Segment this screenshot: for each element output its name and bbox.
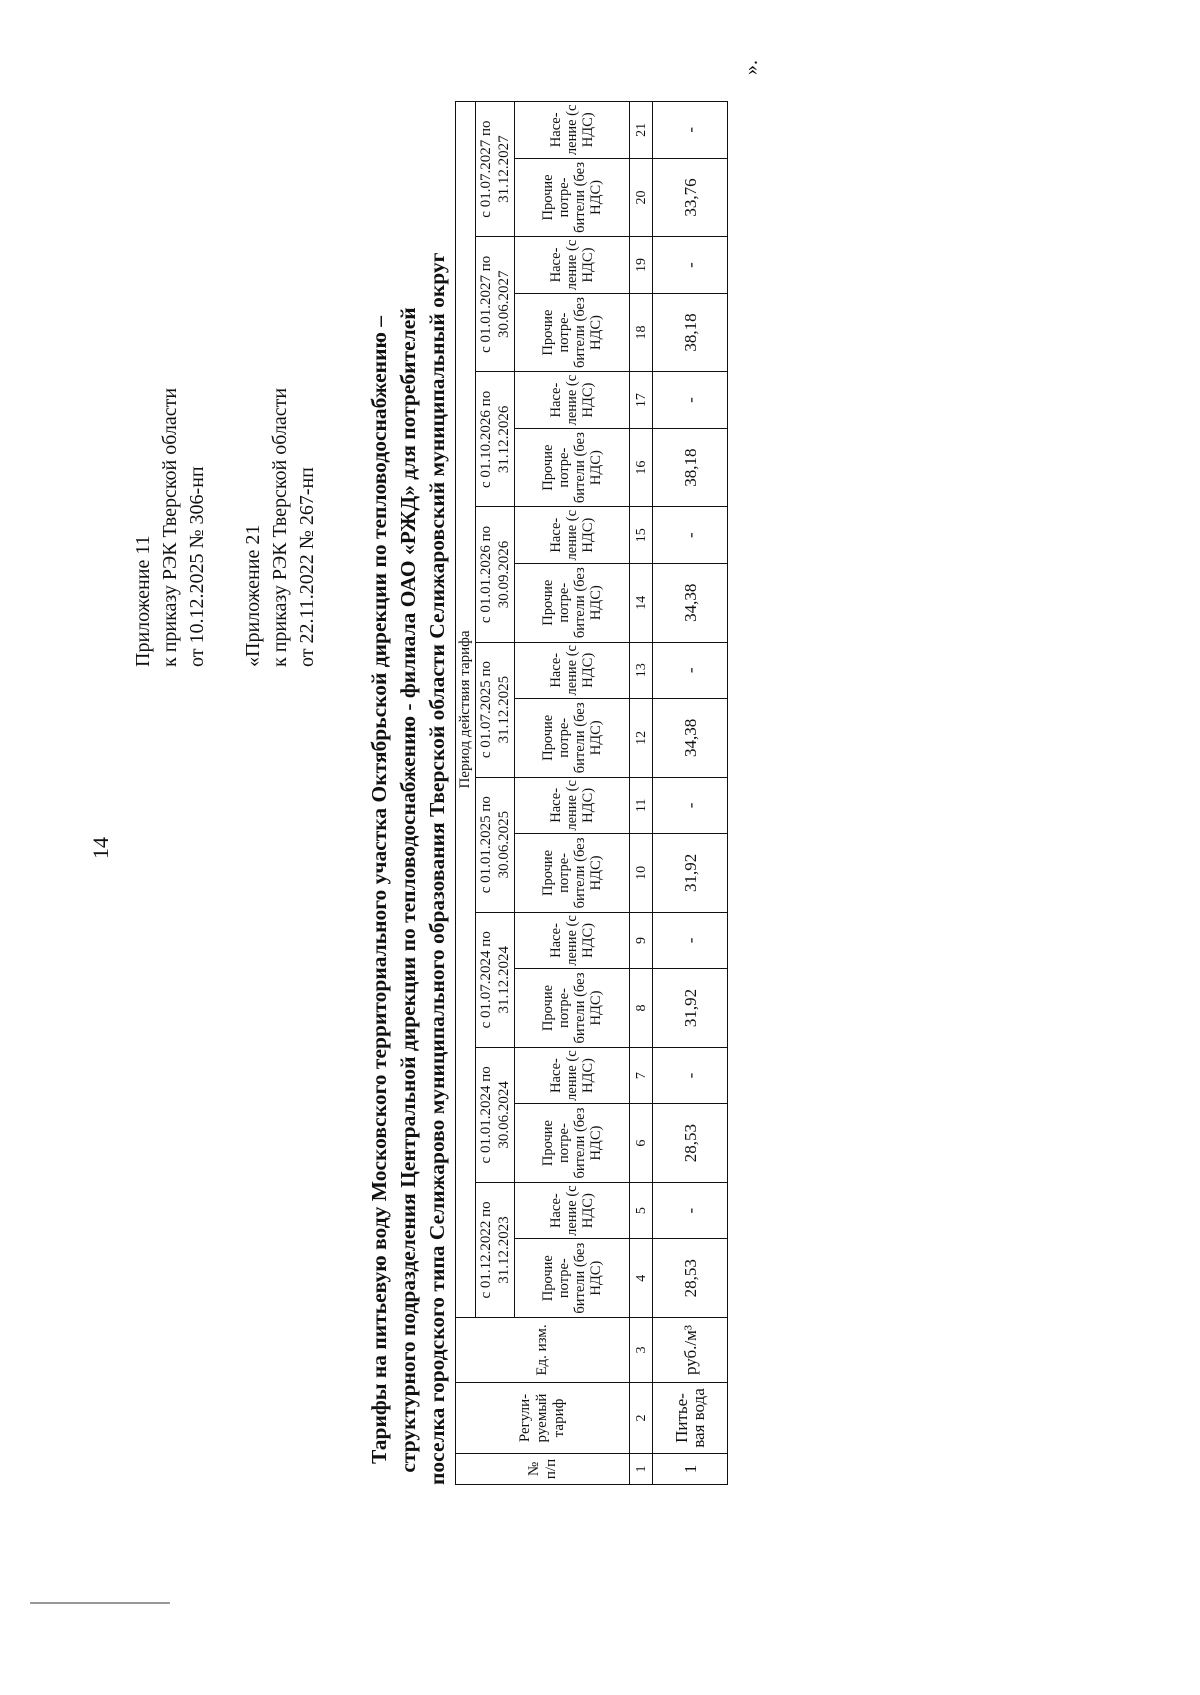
tariff-value-cell: - — [653, 507, 728, 563]
column-number-row — [630, 102, 653, 1485]
column-number-cell: 2 — [630, 1383, 653, 1454]
title-line: Тарифы на питьевую воду Московского территориального участка Октябрьской дирекции по тепловодоснабжению – — [367, 315, 391, 1465]
consumer-other-cell: Прочие потре-бители (без НДС) — [515, 563, 630, 642]
consumer-population-cell: Насе-ление (с НДС) — [515, 642, 630, 698]
period-cell: с 01.12.2022 по 31.12.2023 — [476, 1182, 515, 1317]
col-unit-header: Ед. изм. — [456, 1318, 630, 1383]
column-number-cell: 1 — [630, 1454, 653, 1485]
column-number-cell: 11 — [630, 777, 653, 833]
row-unit: руб./м³ — [653, 1318, 728, 1383]
tariff-value-cell: 31,92 — [653, 969, 728, 1048]
tariff-value-cell: - — [653, 642, 728, 698]
column-number-cell: 8 — [630, 969, 653, 1048]
column-number-cell: 18 — [630, 293, 653, 372]
consumer-other-cell: Прочие потре-бители (без НДС) — [515, 1104, 630, 1183]
column-number-cell: 7 — [630, 1047, 653, 1103]
col-tariff-header: Регули-руемый тариф — [456, 1383, 630, 1454]
closing-quote: ». — [740, 60, 762, 75]
header-row-top — [456, 102, 476, 1485]
column-number-cell: 12 — [630, 699, 653, 778]
column-number-cell: 3 — [630, 1318, 653, 1383]
appendix-title: Приложение 11 — [132, 535, 154, 667]
tariff-value-cell: 31,92 — [653, 834, 728, 913]
column-number-cell: 9 — [630, 912, 653, 968]
consumer-population-cell: Насе-ление (с НДС) — [515, 777, 630, 833]
period-row — [476, 102, 515, 1485]
period-cell: с 01.01.2025 по 30.06.2025 — [476, 777, 515, 912]
consumer-type-row — [515, 102, 630, 1485]
period-cell: с 01.07.2027 по 31.12.2027 — [476, 102, 515, 237]
tariff-table — [455, 101, 728, 1485]
tariff-value-cell: - — [653, 1047, 728, 1103]
consumer-other-cell: Прочие потре-бители (без НДС) — [515, 699, 630, 778]
appendix-header-previous — [240, 388, 321, 667]
consumer-other-cell: Прочие потре-бители (без НДС) — [515, 1239, 630, 1318]
tariff-value-cell: - — [653, 237, 728, 293]
column-number-cell: 6 — [630, 1104, 653, 1183]
column-number-cell: 4 — [630, 1239, 653, 1318]
tariff-value-cell: 34,38 — [653, 699, 728, 778]
column-number-cell: 5 — [630, 1182, 653, 1238]
appendix-date: от 22.11.2022 № 267-нп — [296, 467, 318, 667]
tariff-value-cell: 33,76 — [653, 158, 728, 237]
appendix-title: «Приложение 21 — [242, 524, 264, 667]
tariff-value-cell: - — [653, 372, 728, 428]
table-row — [653, 102, 728, 1485]
period-header: Период действия тарифа — [456, 102, 476, 1318]
period-cell: с 01.01.2026 по 30.09.2026 — [476, 507, 515, 642]
consumer-population-cell: Насе-ление (с НДС) — [515, 912, 630, 968]
consumer-population-cell: Насе-ление (с НДС) — [515, 1047, 630, 1103]
consumer-population-cell: Насе-ление (с НДС) — [515, 372, 630, 428]
consumer-other-cell: Прочие потре-бители (без НДС) — [515, 428, 630, 507]
column-number-cell: 16 — [630, 428, 653, 507]
period-cell: с 01.01.2024 по 30.06.2024 — [476, 1047, 515, 1182]
column-number-cell: 13 — [630, 642, 653, 698]
column-number-cell: 14 — [630, 563, 653, 642]
tariff-value-cell: 28,53 — [653, 1104, 728, 1183]
consumer-population-cell: Насе-ление (с НДС) — [515, 102, 630, 159]
period-cell: с 01.07.2024 по 31.12.2024 — [476, 912, 515, 1047]
column-number-cell: 20 — [630, 158, 653, 237]
column-number-cell: 15 — [630, 507, 653, 563]
col-no-header: № п/п — [456, 1454, 630, 1485]
tariff-value-cell: 38,18 — [653, 293, 728, 372]
tariff-value-cell: - — [653, 912, 728, 968]
column-number-cell: 17 — [630, 372, 653, 428]
tariff-value-cell: - — [653, 102, 728, 159]
tariff-value-cell: 28,53 — [653, 1239, 728, 1318]
page-number: 14 — [88, 837, 113, 859]
title-line: поселка городского типа Селижарово муниципального образования Тверской области Селижаровский муниципальный округ — [425, 252, 449, 1485]
column-number-cell: 19 — [630, 237, 653, 293]
appendix-order: к приказу РЭК Тверской области — [159, 387, 181, 667]
scan-edge-mark — [30, 1602, 170, 1604]
tariff-value-cell: - — [653, 777, 728, 833]
consumer-other-cell: Прочие потре-бители (без НДС) — [515, 969, 630, 1048]
consumer-population-cell: Насе-ление (с НДС) — [515, 237, 630, 293]
tariff-value-cell: 38,18 — [653, 428, 728, 507]
row-no: 1 — [653, 1454, 728, 1485]
document-title — [365, 252, 452, 1485]
appendix-order: к приказу РЭК Тверской области — [269, 387, 291, 667]
consumer-other-cell: Прочие потре-бители (без НДС) — [515, 834, 630, 913]
consumer-population-cell: Насе-ление (с НДС) — [515, 1182, 630, 1238]
consumer-other-cell: Прочие потре-бители (без НДС) — [515, 158, 630, 237]
tariff-value-cell: - — [653, 1182, 728, 1238]
period-cell: с 01.10.2026 по 31.12.2026 — [476, 372, 515, 507]
column-number-cell: 10 — [630, 834, 653, 913]
appendix-date: от 10.12.2025 № 306-нп — [186, 466, 208, 667]
column-number-cell: 21 — [630, 102, 653, 159]
tariff-value-cell: 34,38 — [653, 563, 728, 642]
title-line: структурного подразделения Центральной дирекции по тепловодоснабжению - филиала ОАО «РЖД» для потребителей — [396, 307, 420, 1473]
appendix-header-current — [130, 388, 211, 667]
period-cell: с 01.07.2025 по 31.12.2025 — [476, 642, 515, 777]
consumer-population-cell: Насе-ление (с НДС) — [515, 507, 630, 563]
row-tariff: Питье-вая вода — [653, 1383, 728, 1454]
period-cell: с 01.01.2027 по 30.06.2027 — [476, 237, 515, 372]
consumer-other-cell: Прочие потре-бители (без НДС) — [515, 293, 630, 372]
